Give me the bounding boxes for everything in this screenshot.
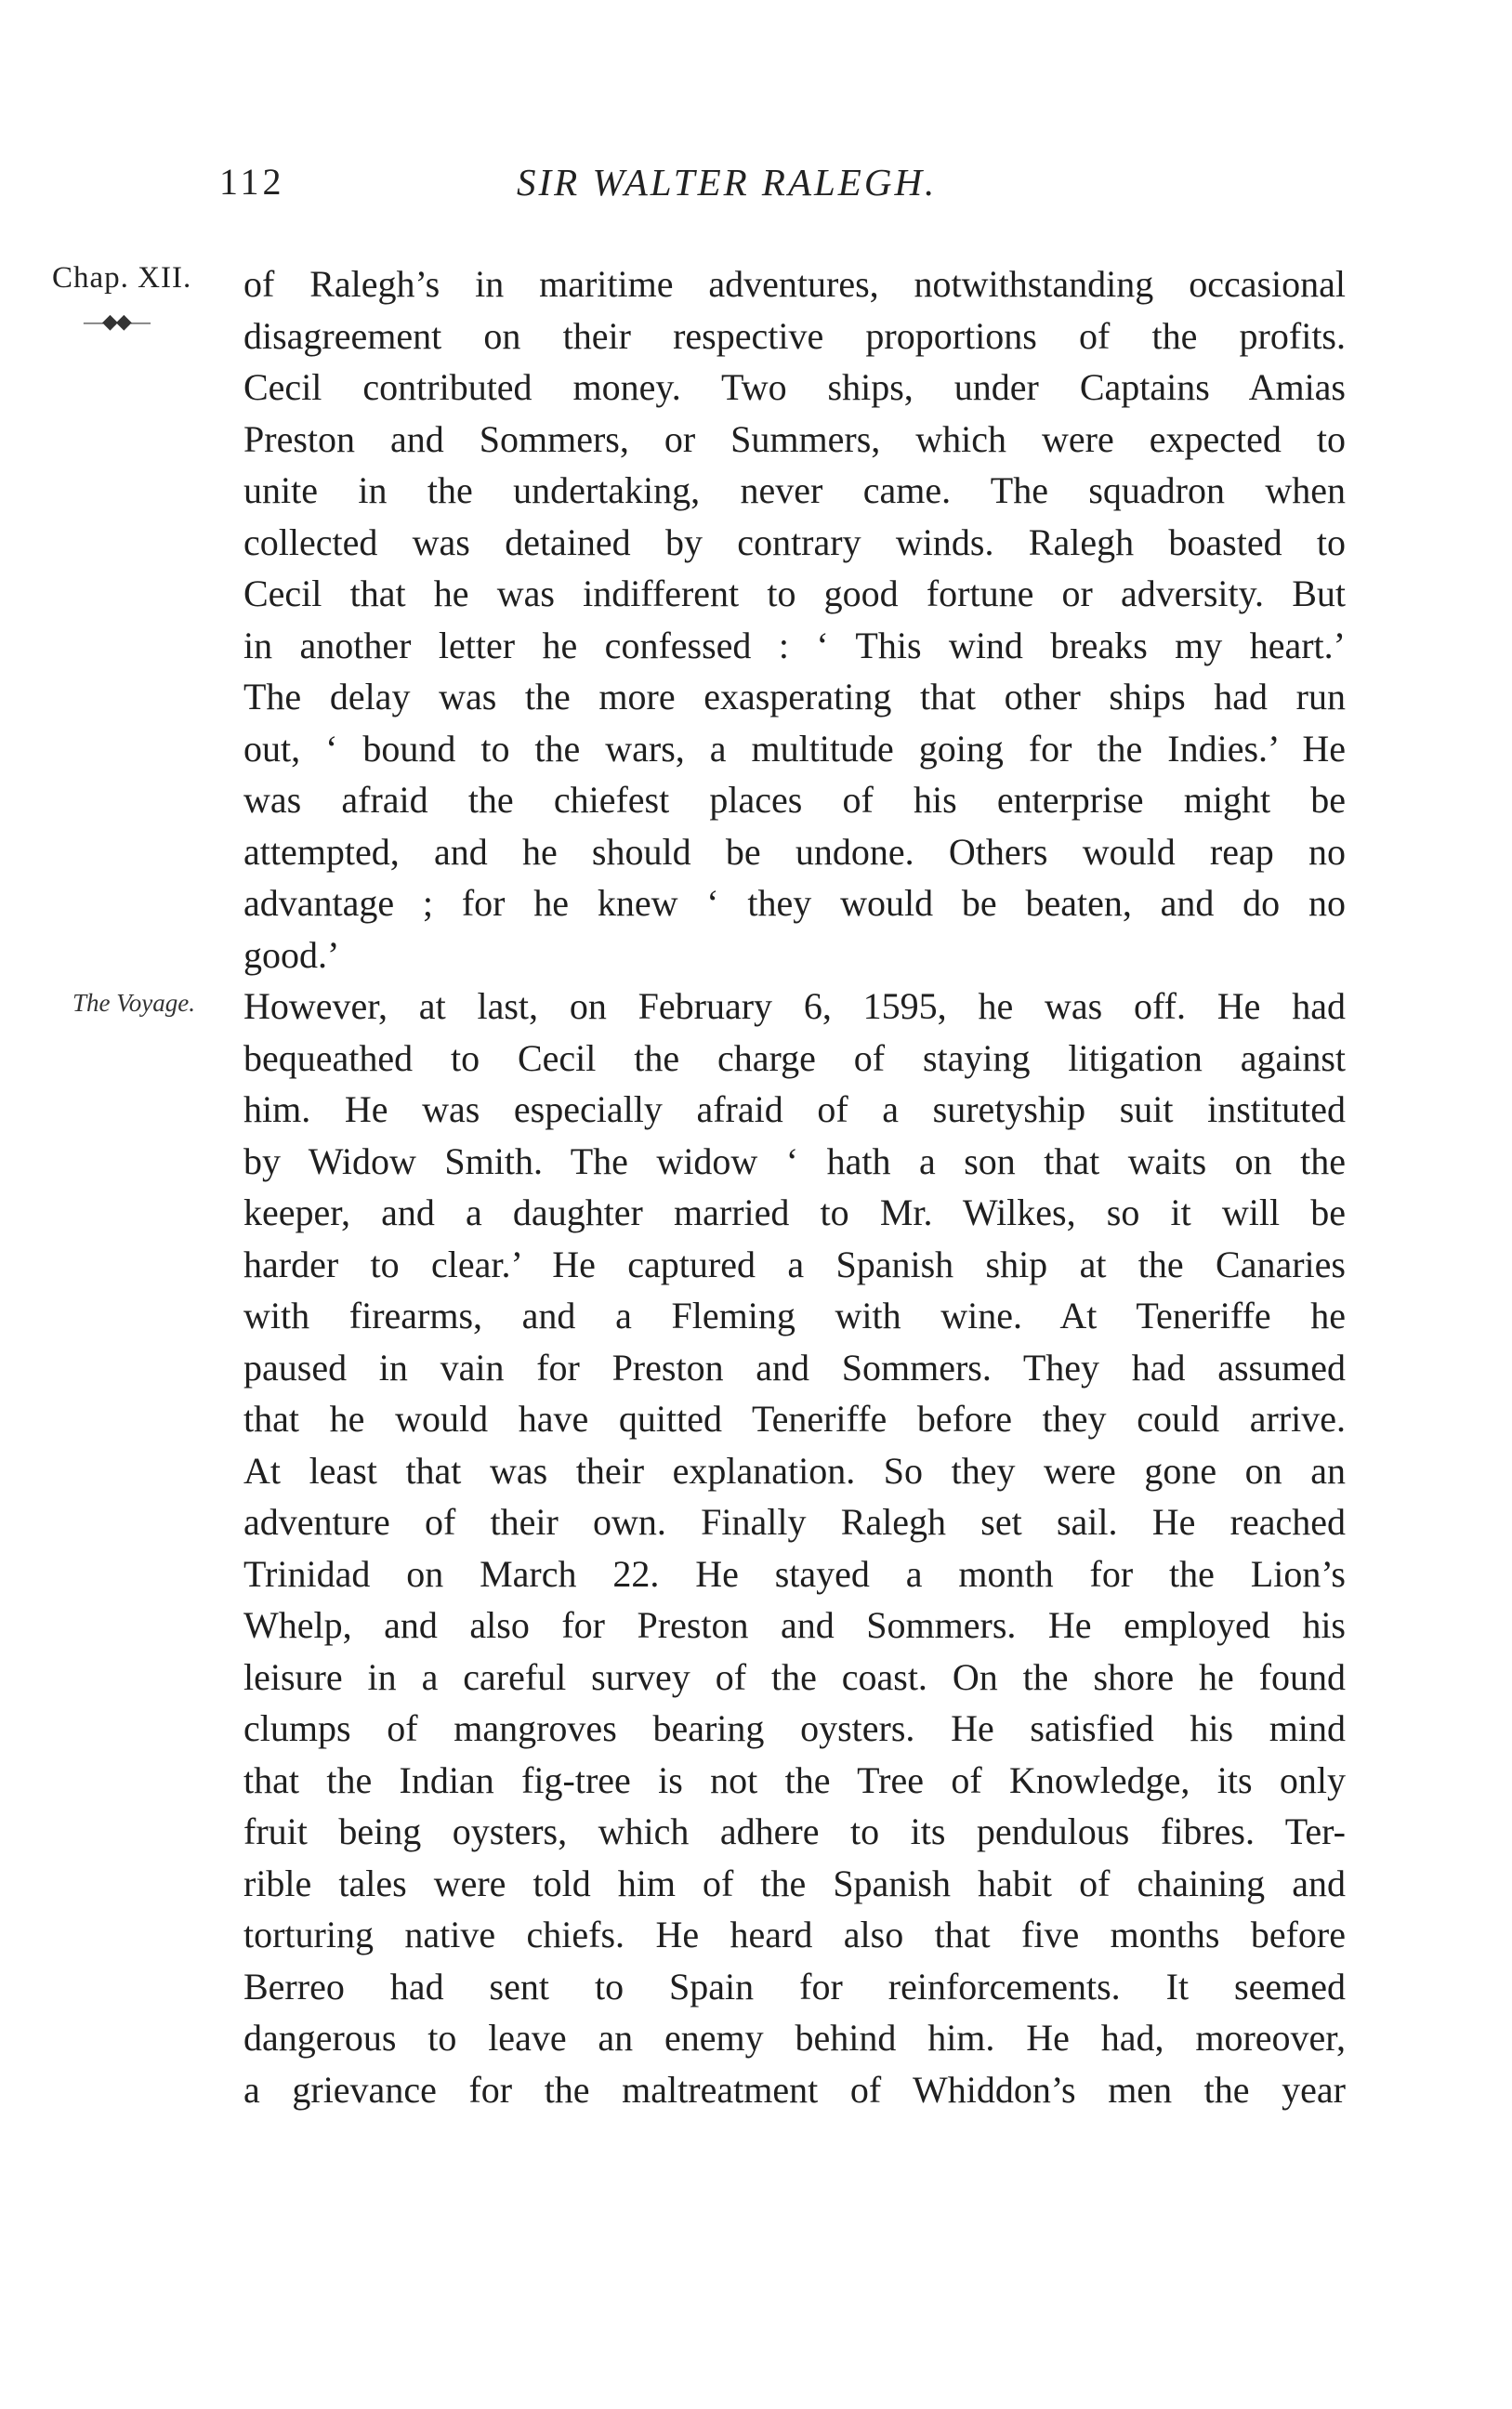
text-line: torturing native chiefs. He heard also that five months before [243, 1914, 1346, 1955]
text-line: At least that was their explanation. So they were gone on an [243, 1449, 1346, 1492]
text-line: that the Indian fig-tree is not the Tree of Knowledge, its only [243, 1758, 1346, 1801]
text-line: him. He was especially afraid of a suretyship suit instituted [243, 1088, 1346, 1130]
text-line: that he would have quitted Teneriffe before they could arrive. [243, 1398, 1346, 1440]
text-line: bequeathed to Cecil the charge of staying litigation against [243, 1036, 1346, 1079]
text-line: paused in vain for Preston and Sommers. They had assumed [243, 1346, 1346, 1389]
text-line: out, ‘ bound to the wars, a multitude going for the Indies.’ He [243, 727, 1346, 770]
text-line: clumps of mangroves bearing oysters. He satisfied his mind [243, 1707, 1346, 1749]
text-line: advantage ; for he knew ‘ they would be beaten, and do no [243, 882, 1346, 924]
text-line: Berreo had sent to Spain for reinforcements. It seemed [243, 1965, 1346, 2008]
text-line: unite in the undertaking, never came. The squadron when [243, 469, 1346, 511]
text-line: Cecil contributed money. Two ships, under Captains Amias [243, 366, 1346, 408]
text-line: was afraid the chiefest places of his enterprise might be [243, 779, 1346, 821]
text-line: leisure in a careful survey of the coast. On the shore he found [243, 1655, 1346, 1698]
text-line: attempted, and he should be undone. Others would reap no [243, 830, 1346, 873]
text-line: good.’ [243, 933, 340, 976]
text-line: Preston and Sommers, or Summers, which were expected to [243, 417, 1346, 460]
text-line: fruit being oysters, which adhere to its pendulous fibres. Ter- [243, 1810, 1346, 1852]
text-line: a grievance for the maltreatment of Whiddon’s men the year [243, 2068, 1346, 2111]
text-line: of Ralegh’s in maritime adventures, notwithstanding occasional [243, 263, 1346, 305]
text-line: with firearms, and a Fleming with wine. At Teneriffe he [243, 1295, 1346, 1336]
margin-ornament: —◆◆— [84, 309, 149, 333]
text-line: Whelp, and also for Preston and Sommers. He employed his [243, 1604, 1346, 1646]
text-line: adventure of their own. Finally Ralegh set sail. He reached [243, 1501, 1346, 1543]
running-title: SIR WALTER RALEGH. [517, 161, 938, 204]
body-text [243, 258, 1346, 2115]
text-line: in another letter he confessed : ‘ This wind breaks my heart.’ [243, 624, 1346, 666]
text-line: disagreement on their respective proportions of the profits. [243, 314, 1346, 357]
text-line: by Widow Smith. The widow ‘ hath a son that waits on the [243, 1139, 1346, 1182]
text-line: rible tales were told him of the Spanish habit of chaining and [243, 1862, 1346, 1904]
page-number: 112 [219, 161, 285, 203]
text-line: keeper, and a daughter married to Mr. Wilkes, so it will be [243, 1191, 1346, 1233]
text-line: dangerous to leave an enemy behind him. He had, moreover, [243, 2017, 1346, 2059]
text-line: harder to clear.’ He captured a Spanish ship at the Canaries [243, 1243, 1346, 1285]
margin-chapter-label: Chap. XII. [52, 261, 192, 295]
text-line: collected was detained by contrary winds. Ralegh boasted to [243, 520, 1346, 563]
text-line: The delay was the more exasperating that other ships had run [243, 676, 1346, 717]
text-line: However, at last, on February 6, 1595, he was off. He had [243, 985, 1346, 1027]
margin-note-voyage: The Voyage. [72, 989, 195, 1017]
text-line: Cecil that he was indifferent to good fortune or adversity. But [243, 573, 1346, 614]
text-line: Trinidad on March 22. He stayed a month for the Lion’s [243, 1552, 1346, 1595]
